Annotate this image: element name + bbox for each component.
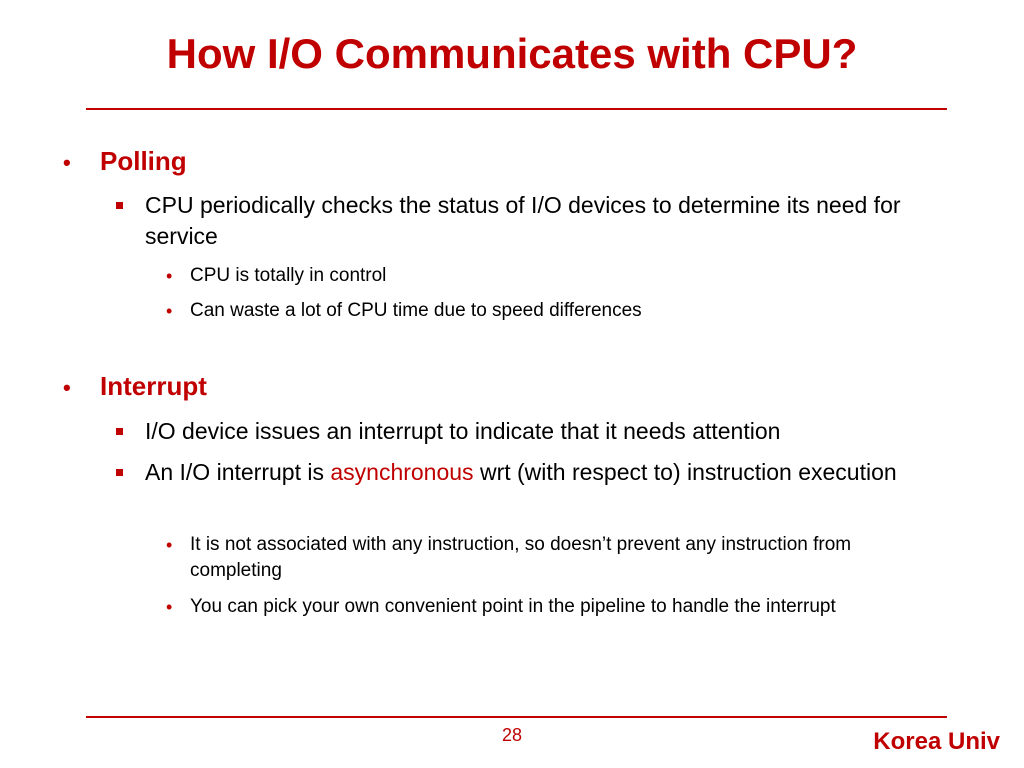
polling-item-1-text: CPU periodically checks the status of I/O devices to determine its need for service xyxy=(145,192,901,249)
square-bullet-icon xyxy=(115,416,145,447)
page-number: 28 xyxy=(501,725,523,745)
interrupt-subitem-1 xyxy=(166,532,946,584)
title-divider xyxy=(86,108,947,110)
bullet-dot-icon: • xyxy=(166,301,173,321)
interrupt-subitem-1-text: It is not associated with any instruction, so doesn’t prevent any instruction from completing xyxy=(190,534,852,581)
square-bullet-icon xyxy=(115,457,145,488)
slide-title: How I/O Communicates with CPU? xyxy=(166,30,858,77)
bullet-interrupt xyxy=(63,371,207,402)
interrupt-subitem-2 xyxy=(166,594,946,620)
interrupt-item-1 xyxy=(115,416,945,447)
interrupt-item-1-text: I/O device issues an interrupt to indicate that it needs attention xyxy=(145,418,781,444)
bullet-dot-icon: • xyxy=(63,150,71,175)
bullet-dot-icon: • xyxy=(166,535,173,555)
square-bullet-icon xyxy=(115,190,145,221)
section-heading-polling: Polling xyxy=(100,146,187,176)
interrupt-subitem-2-text: You can pick your own convenient point in the pipeline to handle the interrupt xyxy=(190,596,836,617)
bullet-dot-icon: • xyxy=(63,375,71,400)
interrupt-item-2-text-after: wrt (with respect to) instruction execution xyxy=(473,459,897,485)
interrupt-item-2-text-before: An I/O interrupt is xyxy=(145,459,331,485)
interrupt-item-2-text xyxy=(145,457,897,488)
bullet-polling xyxy=(63,146,187,177)
polling-subitem-2 xyxy=(166,298,946,324)
polling-subitem-1 xyxy=(166,263,946,289)
brand-label: Korea Univ xyxy=(873,728,1000,755)
polling-subitem-1-text: CPU is totally in control xyxy=(190,265,387,286)
section-heading-interrupt: Interrupt xyxy=(100,371,207,401)
polling-item-1 xyxy=(115,190,945,252)
bullet-dot-icon: • xyxy=(166,597,173,617)
polling-subitem-2-text: Can waste a lot of CPU time due to speed differences xyxy=(190,300,642,321)
footer-divider xyxy=(86,716,947,718)
interrupt-item-2 xyxy=(115,457,945,488)
bullet-dot-icon: • xyxy=(166,266,173,286)
asynchronous-highlight: asynchronous xyxy=(330,459,474,485)
